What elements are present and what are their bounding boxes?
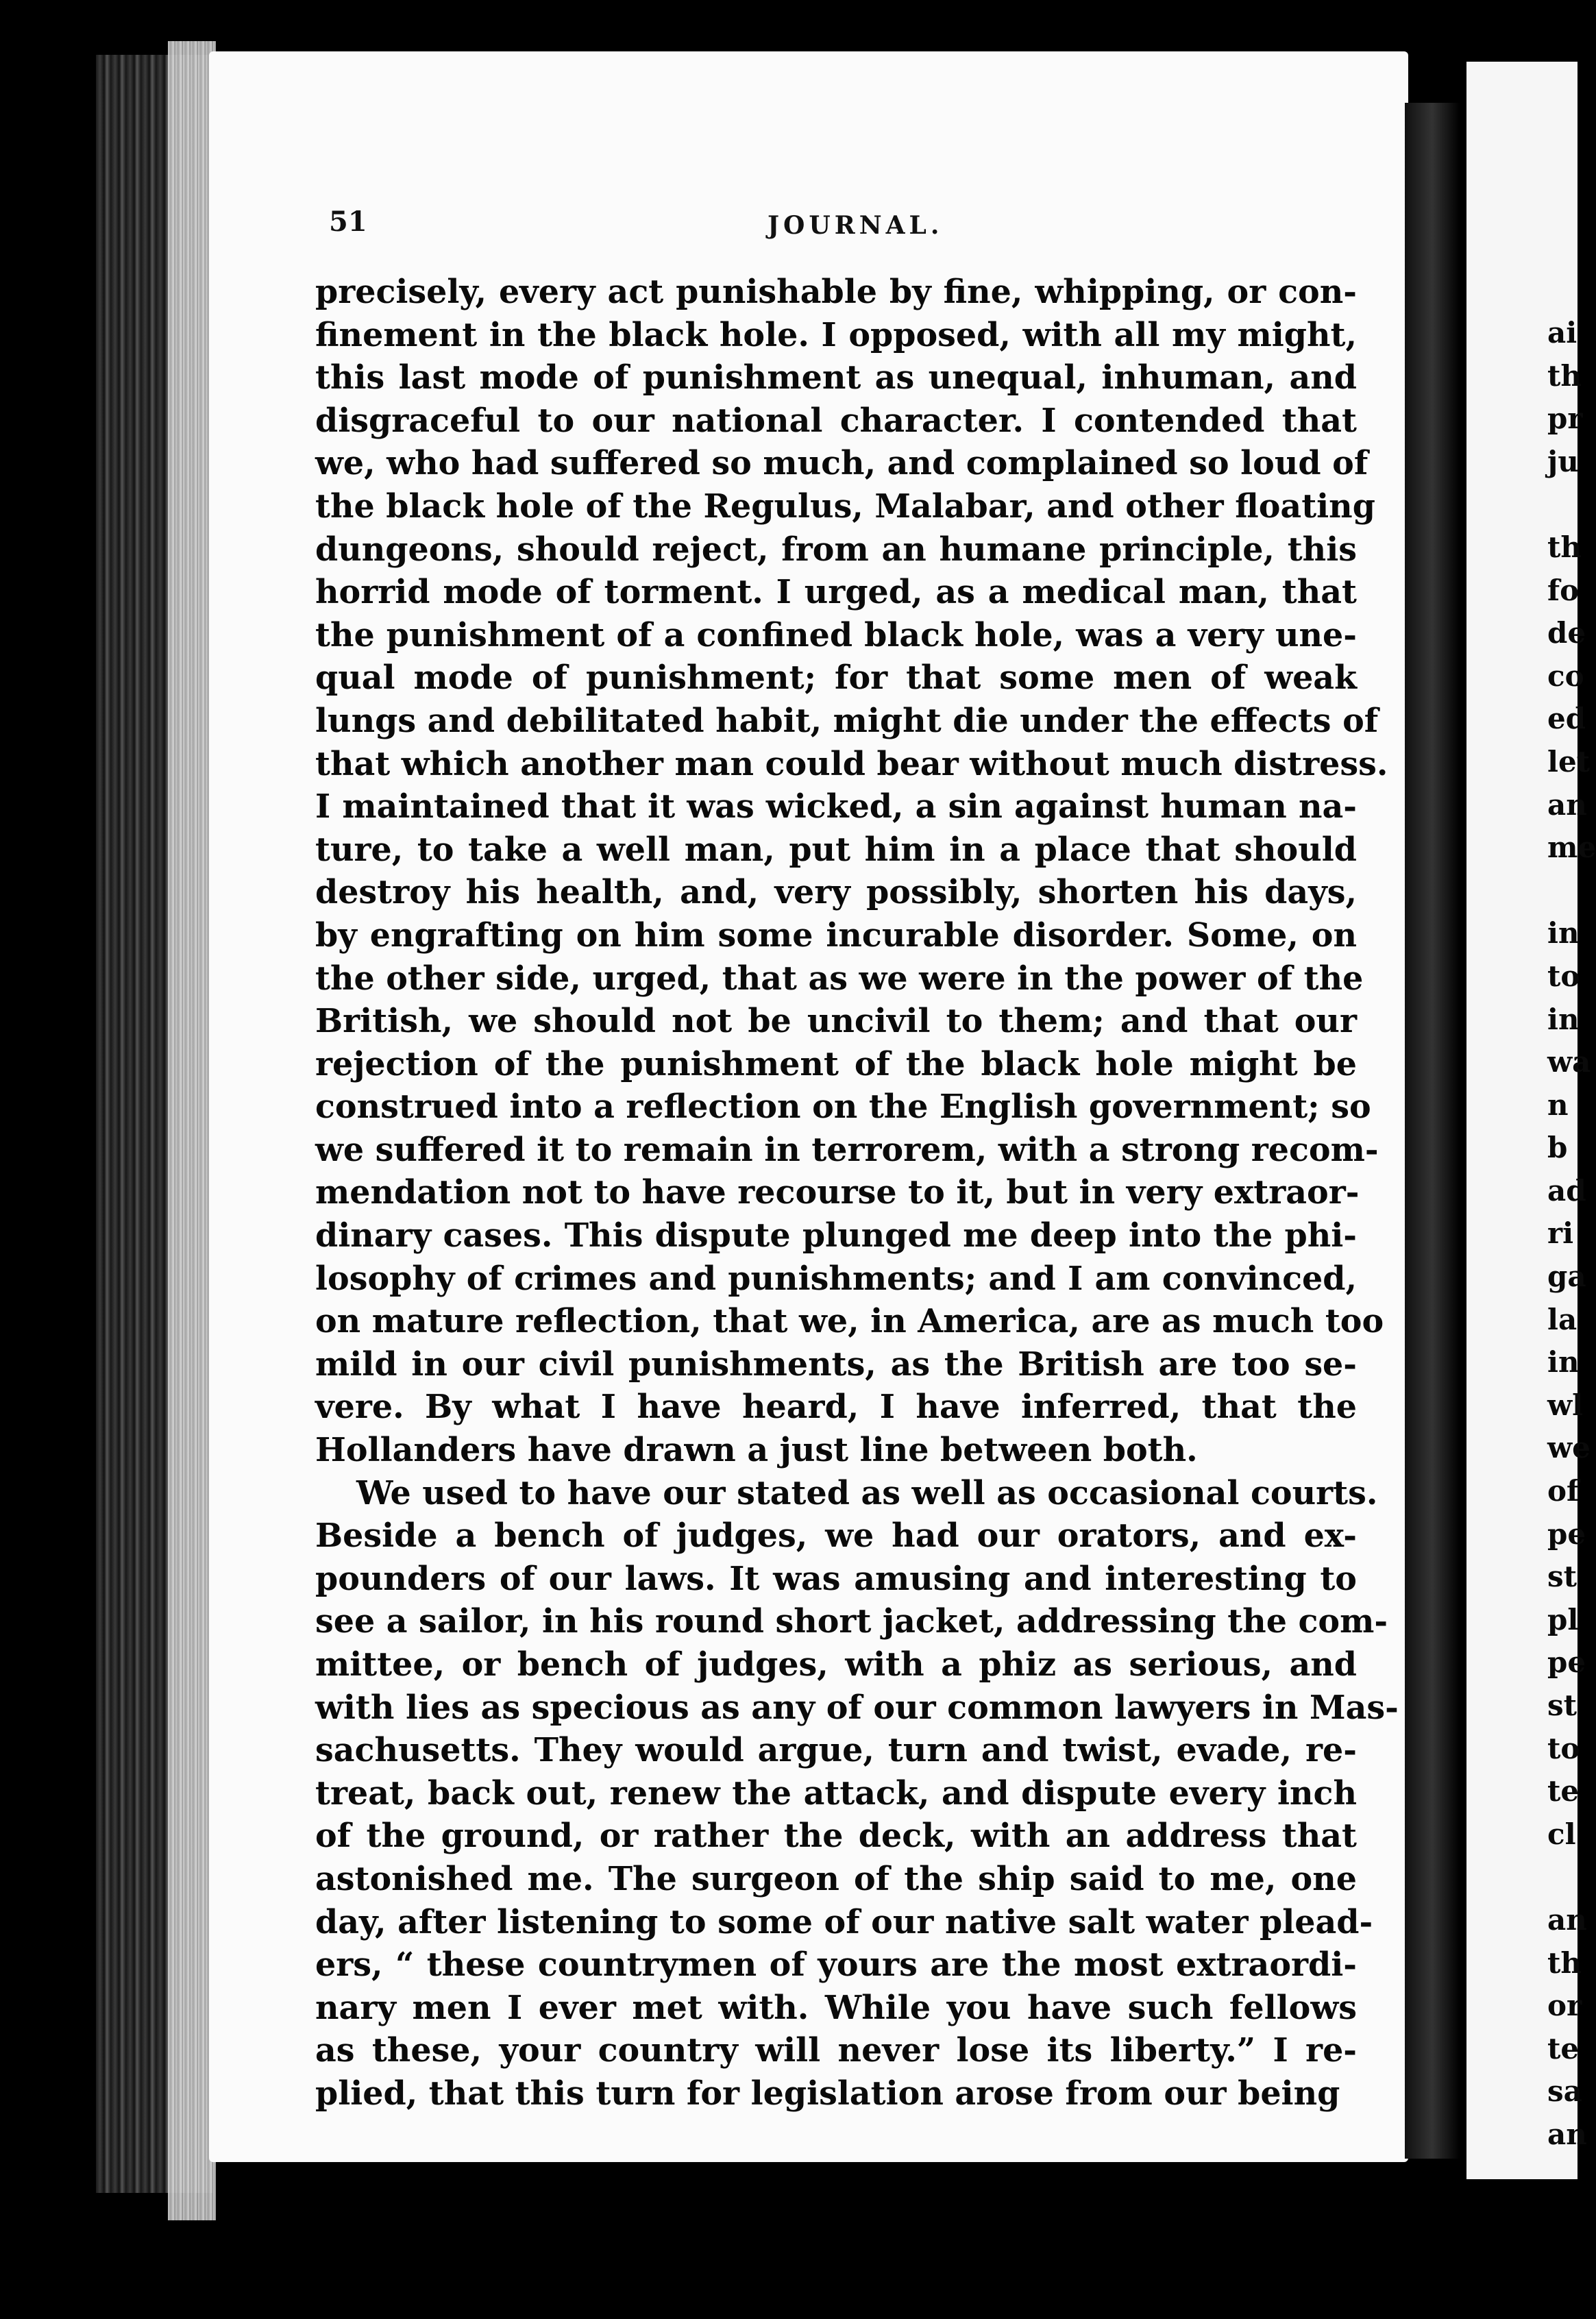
text-line: day, after listening to some of our native salt water plead- xyxy=(315,1902,1373,1941)
text-line: mendation not to have recourse to it, but in very extraor- xyxy=(315,1173,1360,1212)
text-line: of the ground, or rather the deck, with an address that xyxy=(315,1817,1357,1856)
facing-text-fragment: st xyxy=(1547,1560,1577,1594)
text-line: qual mode of punishment; for that some men of weak xyxy=(315,659,1357,698)
text-line: the black hole of the Regulus, Malabar, and other floating xyxy=(315,487,1375,526)
facing-text-fragment: wa xyxy=(1547,1045,1591,1079)
facing-page-text xyxy=(1547,312,1596,2157)
text-line: pounders of our laws. It was amusing and interesting to xyxy=(315,1559,1357,1598)
facing-text-fragment: pe xyxy=(1547,1517,1586,1551)
text-line: the punishment of a confined black hole, was a very une- xyxy=(315,615,1357,654)
facing-text-fragment: te xyxy=(1547,1774,1580,1808)
text-line: precisely, every act punishable by fine, whipping, or con- xyxy=(315,273,1357,311)
text-line: we, who had suffered so much, and complained so loud of xyxy=(315,444,1368,483)
text-line: that which another man could bear without much distress. xyxy=(315,744,1388,783)
text-line: sachusetts. They would argue, turn and twist, evade, re- xyxy=(315,1731,1357,1770)
facing-text-fragment: ri xyxy=(1547,1216,1574,1251)
text-line: British, we should not be uncivil to them; and that our xyxy=(315,1002,1357,1041)
text-line: rejection of the punishment of the black hole might be xyxy=(315,1044,1357,1083)
facing-text-fragment: co xyxy=(1547,659,1584,693)
text-line: we suffered it to remain in terrorem, with a strong recom- xyxy=(315,1130,1379,1169)
text-line: construed into a reflection on the English government; so xyxy=(315,1088,1371,1127)
facing-text-fragment: to xyxy=(1547,1731,1580,1765)
facing-text-fragment: cl xyxy=(1547,1817,1576,1851)
facing-text-fragment: or xyxy=(1547,1989,1582,2023)
facing-text-fragment: an xyxy=(1547,787,1587,822)
facing-text-fragment: la xyxy=(1547,1302,1577,1336)
facing-text-fragment: let xyxy=(1547,744,1591,778)
text-line: destroy his health, and, very possibly, shorten his days, xyxy=(315,873,1357,912)
running-head xyxy=(329,206,1357,247)
text-line: disgraceful to our national character. I contended that xyxy=(315,401,1357,440)
facing-text-fragment: pr xyxy=(1547,402,1583,436)
page-body-text xyxy=(315,271,1399,2115)
text-line: plied, that this turn for legislation arose from our being xyxy=(315,2074,1340,2113)
text-line: dungeons, should reject, from an humane principle, this xyxy=(315,530,1357,569)
text-line: ers, “ these countrymen of yours are the most extraordi- xyxy=(315,1946,1357,1985)
text-line: on mature reflection, that we, in America, are as much too xyxy=(315,1302,1384,1341)
text-line: with lies as specious as any of our common lawyers in Mas- xyxy=(315,1688,1399,1727)
facing-text-fragment: in xyxy=(1547,1345,1580,1379)
facing-text-fragment xyxy=(1547,870,1577,913)
facing-text-fragment: b xyxy=(1547,1131,1568,1165)
facing-text-fragment xyxy=(1547,1856,1577,1899)
text-line: treat, back out, renew the attack, and dispute every inch xyxy=(315,1774,1357,1813)
text-line: dinary cases. This dispute plunged me deep into the phi- xyxy=(315,1216,1357,1255)
text-line: this last mode of punishment as unequal, inhuman, and xyxy=(315,358,1357,397)
facing-text-fragment: ed xyxy=(1547,702,1586,736)
facing-text-fragment: th xyxy=(1547,358,1582,393)
facing-text-fragment: wl xyxy=(1547,1388,1584,1422)
text-line: mild in our civil punishments, as the British are too se- xyxy=(315,1345,1357,1384)
facing-text-fragment: to xyxy=(1547,959,1580,993)
facing-text-fragment: th xyxy=(1547,530,1582,564)
facing-text-fragment: pl xyxy=(1547,1602,1579,1636)
text-line: I maintained that it was wicked, a sin against human na- xyxy=(315,787,1357,826)
running-title: JOURNAL. xyxy=(768,211,944,240)
text-line: see a sailor, in his round short jacket, addressing the com- xyxy=(315,1602,1388,1641)
text-line: losophy of crimes and punishments; and I am convinced, xyxy=(315,1259,1357,1298)
facing-text-fragment: pe xyxy=(1547,1645,1586,1680)
facing-text-fragment: ai xyxy=(1547,316,1577,349)
facing-text-fragment: ga xyxy=(1547,1260,1586,1294)
facing-text-fragment: ad xyxy=(1547,1173,1586,1207)
text-line: by engrafting on him some incurable disorder. Some, on xyxy=(315,916,1357,955)
text-line: mittee, or bench of judges, with a phiz as serious, and xyxy=(315,1645,1357,1684)
facing-text-fragment: te xyxy=(1547,2031,1580,2065)
text-line: the other side, urged, that as we were in the power of the xyxy=(315,959,1364,998)
facing-text-fragment: we xyxy=(1547,1431,1591,1465)
facing-text-fragment: in xyxy=(1547,1002,1580,1036)
text-line: as these, your country will never lose its liberty.” I re- xyxy=(315,2031,1357,2070)
facing-text-fragment: me xyxy=(1547,831,1596,865)
facing-text-fragment: an xyxy=(1547,1902,1587,1937)
facing-text-fragment: th xyxy=(1547,1946,1582,1980)
text-line: Hollanders have drawn a just line between both. xyxy=(315,1431,1198,1470)
facing-text-fragment: n xyxy=(1547,1088,1569,1122)
facing-text-fragment: st xyxy=(1547,1689,1577,1722)
gutter-shadow xyxy=(1405,103,1460,2159)
text-line: vere. By what I have heard, I have inferred, that the xyxy=(315,1388,1357,1427)
text-line: lungs and debilitated habit, might die under the effects of xyxy=(315,701,1379,740)
facing-text-fragment: sa xyxy=(1547,2074,1582,2109)
facing-text-fragment: de xyxy=(1547,616,1586,650)
text-line: Beside a bench of judges, we had our orators, and ex- xyxy=(315,1517,1357,1556)
text-line: astonished me. The surgeon of the ship said to me, one xyxy=(315,1859,1357,1898)
facing-text-fragment: an xyxy=(1547,2117,1587,2151)
facing-text-fragment: in xyxy=(1547,916,1580,950)
facing-text-fragment: ju xyxy=(1547,444,1579,478)
facing-text-fragment xyxy=(1547,483,1577,526)
text-line: horrid mode of torment. I urged, as a medical man, that xyxy=(315,573,1357,612)
text-line: We used to have our stated as well as occasional courts. xyxy=(356,1473,1378,1512)
facing-text-fragment: of xyxy=(1547,1474,1580,1508)
facing-text-fragment: fo xyxy=(1547,573,1580,607)
text-line: finement in the black hole. I opposed, with all my might, xyxy=(315,315,1357,354)
page-number: 51 xyxy=(329,206,367,238)
text-line: nary men I ever met with. While you have such fellows xyxy=(315,1988,1357,2027)
text-line: ture, to take a well man, put him in a place that should xyxy=(315,830,1357,869)
